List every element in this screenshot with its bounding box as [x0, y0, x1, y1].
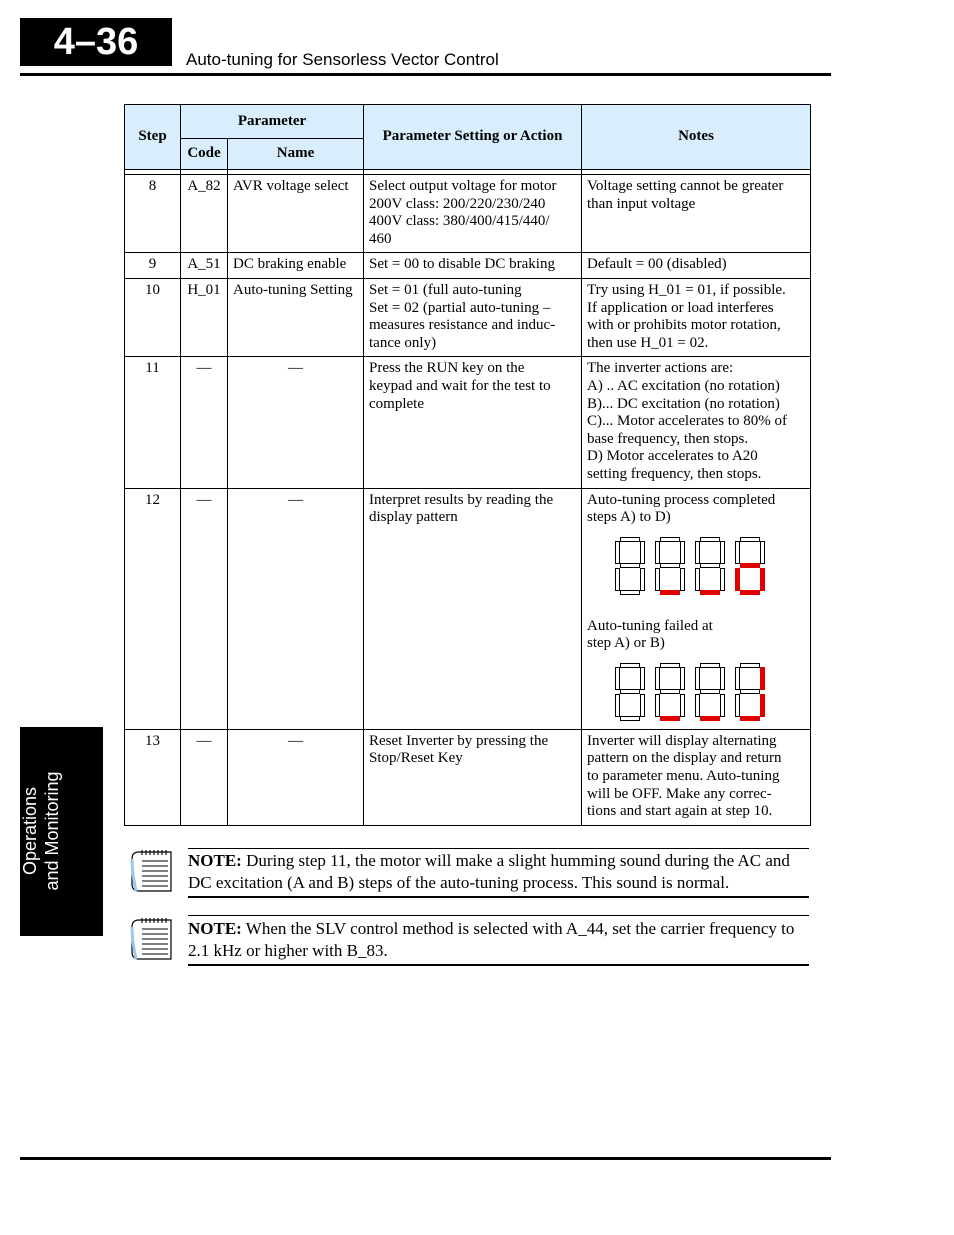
- segment-a: [620, 537, 640, 542]
- note-rule: [188, 915, 809, 916]
- action-line: 400V class: 380/400/415/440/: [369, 213, 550, 230]
- action-line: display pattern: [369, 509, 458, 526]
- parameter-code: A_51: [181, 253, 228, 279]
- segment-g: [660, 689, 680, 694]
- notes-line: than input voltage: [587, 195, 696, 212]
- parameter-code: —: [181, 729, 228, 825]
- step-number: 10: [125, 278, 181, 356]
- segment-a: [740, 537, 760, 542]
- step-number: 8: [125, 175, 181, 253]
- segment-d: [700, 716, 720, 721]
- notes-cell: [582, 488, 811, 729]
- parameter-name: —: [228, 488, 364, 729]
- side-tab-line-2: and Monitoring: [42, 771, 62, 891]
- notes-line: step A) or B): [587, 635, 665, 652]
- segment-d: [660, 716, 680, 721]
- action-line: Reset Inverter by pressing the: [369, 732, 549, 749]
- side-tab-label: [19, 721, 63, 941]
- segment-d: [700, 590, 720, 595]
- action-cell: [364, 729, 582, 825]
- parameter-code: H_01: [181, 278, 228, 356]
- header-notes: Notes: [582, 105, 811, 170]
- notes-line: Voltage setting cannot be greater: [587, 178, 784, 194]
- action-line: Select output voltage for motor: [369, 178, 557, 194]
- notes-line: base frequency, then stops.: [587, 430, 749, 447]
- page-number: 4–36: [20, 18, 172, 66]
- segment-f: [655, 541, 660, 564]
- footer-rule: [20, 1157, 831, 1160]
- segment-g: [740, 689, 760, 694]
- segment-e: [735, 568, 740, 591]
- segment-d: [660, 590, 680, 595]
- segment-f: [695, 541, 700, 564]
- seven-segment-digit: [695, 537, 725, 595]
- table-row: [125, 253, 811, 279]
- segment-e: [695, 568, 700, 591]
- action-line: keypad and wait for the test to: [369, 377, 551, 394]
- segment-f: [615, 667, 620, 690]
- segment-g: [700, 689, 720, 694]
- segment-a: [620, 663, 640, 668]
- notes-cell: [582, 357, 811, 488]
- note-rule: [188, 848, 809, 849]
- segment-e: [655, 694, 660, 717]
- segment-g: [700, 563, 720, 568]
- segment-a: [700, 663, 720, 668]
- note-rule: [188, 964, 809, 966]
- segment-c: [640, 694, 645, 717]
- action-line: Set = 00 to disable DC braking: [369, 256, 555, 273]
- segment-e: [615, 568, 620, 591]
- segment-d: [620, 716, 640, 721]
- segment-b: [680, 667, 685, 690]
- table-row: [125, 278, 811, 356]
- action-line: 460: [369, 230, 392, 247]
- notepad-icon: [130, 847, 174, 893]
- note-rule: [188, 896, 809, 898]
- segment-e: [695, 694, 700, 717]
- notes-line: B)... DC excitation (no rotation): [587, 395, 780, 412]
- parameter-name: DC braking enable: [228, 253, 364, 279]
- notes-line: then use H_01 = 02.: [587, 334, 709, 351]
- notes-line: Auto-tuning process completed: [587, 491, 776, 508]
- seven-segment-digit: [615, 537, 645, 595]
- notes-line: The inverter actions are:: [587, 360, 734, 377]
- action-cell: [364, 357, 582, 488]
- action-cell: [364, 175, 582, 253]
- action-cell: [364, 488, 582, 729]
- action-line: Set = 02 (partial auto-tuning –: [369, 299, 551, 316]
- header-code: Code: [181, 139, 228, 170]
- segment-f: [695, 667, 700, 690]
- segment-d: [740, 590, 760, 595]
- segment-g: [620, 689, 640, 694]
- segment-c: [760, 694, 765, 717]
- segment-b: [760, 667, 765, 690]
- step-number: 11: [125, 357, 181, 488]
- table-row: [125, 357, 811, 488]
- segment-c: [720, 694, 725, 717]
- segment-f: [615, 541, 620, 564]
- note-carrier-frequency: [188, 918, 809, 962]
- notepad-icon: [130, 915, 174, 961]
- header-name: Name: [228, 139, 364, 170]
- side-tab-line-1: Operations: [20, 786, 40, 876]
- action-line: complete: [369, 395, 424, 412]
- seven-segment-digit: [735, 663, 765, 721]
- step-number: 13: [125, 729, 181, 825]
- note-text: During step 11, the motor will make a slight humming sound during the AC and DC excitation (A and B) steps of the auto-tuning process. This sound is normal.: [188, 851, 790, 892]
- segment-b: [760, 541, 765, 564]
- action-line: 200V class: 200/220/230/240: [369, 195, 546, 212]
- segment-a: [740, 663, 760, 668]
- segment-f: [735, 541, 740, 564]
- action-line: Set = 01 (full auto-tuning: [369, 281, 522, 298]
- segment-b: [720, 667, 725, 690]
- parameter-name: —: [228, 729, 364, 825]
- notes-cell: [582, 175, 811, 253]
- note-label: NOTE:: [188, 919, 242, 938]
- notes-line: Default = 00 (disabled): [587, 256, 727, 273]
- parameter-code: —: [181, 488, 228, 729]
- segment-b: [720, 541, 725, 564]
- seven-segment-digit: [615, 663, 645, 721]
- notes-line: C)... Motor accelerates to 80% of: [587, 413, 787, 430]
- display-completed-pattern: [615, 537, 805, 595]
- step-number: 12: [125, 488, 181, 729]
- notes-line: A) .. AC excitation (no rotation): [587, 377, 780, 394]
- segment-a: [660, 537, 680, 542]
- segment-c: [680, 568, 685, 591]
- notes-line: Inverter will display alternating: [587, 732, 777, 749]
- seven-segment-digit: [735, 537, 765, 595]
- notes-line: setting frequency, then stops.: [587, 465, 762, 482]
- notes-cell: [582, 729, 811, 825]
- segment-a: [660, 663, 680, 668]
- section-title: Auto-tuning for Sensorless Vector Control: [186, 50, 499, 69]
- segment-b: [640, 667, 645, 690]
- segment-c: [760, 568, 765, 591]
- header-action: Parameter Setting or Action: [364, 105, 582, 170]
- segment-b: [680, 541, 685, 564]
- action-line: Interpret results by reading the: [369, 491, 554, 508]
- segment-g: [620, 563, 640, 568]
- action-cell: [364, 278, 582, 356]
- seven-segment-digit: [655, 663, 685, 721]
- segment-c: [640, 568, 645, 591]
- auto-tuning-steps-table: [124, 104, 811, 826]
- notes-cell: [582, 253, 811, 279]
- segment-c: [680, 694, 685, 717]
- header-rule: [20, 73, 831, 76]
- segment-d: [620, 590, 640, 595]
- parameter-code: A_82: [181, 175, 228, 253]
- seven-segment-digit: [695, 663, 725, 721]
- header-step: Step: [125, 105, 181, 170]
- note-text: When the SLV control method is selected with A_44, set the carrier frequency to 2.1 kHz or higher with B_83.: [188, 919, 795, 960]
- notes-line: If application or load interferes: [587, 299, 774, 316]
- table-row: [125, 488, 811, 729]
- table-row: [125, 729, 811, 825]
- note-humming: [188, 850, 809, 894]
- notes-line: Try using H_01 = 01, if possible.: [587, 281, 786, 298]
- action-line: Press the RUN key on the: [369, 360, 525, 377]
- segment-e: [655, 568, 660, 591]
- segment-e: [735, 694, 740, 717]
- segment-b: [640, 541, 645, 564]
- seven-segment-digit: [655, 537, 685, 595]
- notes-cell: [582, 278, 811, 356]
- segment-e: [615, 694, 620, 717]
- notes-line: with or prohibits motor rotation,: [587, 317, 781, 334]
- notes-line: will be OFF. Make any correc-: [587, 785, 772, 802]
- header-parameter: Parameter: [181, 105, 364, 139]
- step-number: 9: [125, 253, 181, 279]
- segment-g: [740, 563, 760, 568]
- parameter-code: —: [181, 357, 228, 488]
- notes-line: Auto-tuning failed at: [587, 617, 713, 634]
- parameter-name: Auto-tuning Setting: [228, 278, 364, 356]
- notes-line: to parameter menu. Auto-tuning: [587, 768, 780, 785]
- segment-a: [700, 537, 720, 542]
- display-failed-pattern: [615, 663, 805, 721]
- action-line: measures resistance and induc-: [369, 317, 556, 334]
- table-row: [125, 175, 811, 253]
- segment-c: [720, 568, 725, 591]
- segment-g: [660, 563, 680, 568]
- segment-d: [740, 716, 760, 721]
- segment-f: [735, 667, 740, 690]
- notes-line: D) Motor accelerates to A20: [587, 448, 758, 465]
- action-line: Stop/Reset Key: [369, 750, 463, 767]
- parameter-name: AVR voltage select: [228, 175, 364, 253]
- segment-f: [655, 667, 660, 690]
- action-cell: [364, 253, 582, 279]
- notes-line: steps A) to D): [587, 509, 671, 526]
- note-label: NOTE:: [188, 851, 242, 870]
- action-line: tance only): [369, 334, 437, 351]
- notes-line: pattern on the display and return: [587, 750, 782, 767]
- parameter-name: —: [228, 357, 364, 488]
- notes-line: tions and start again at step 10.: [587, 803, 773, 820]
